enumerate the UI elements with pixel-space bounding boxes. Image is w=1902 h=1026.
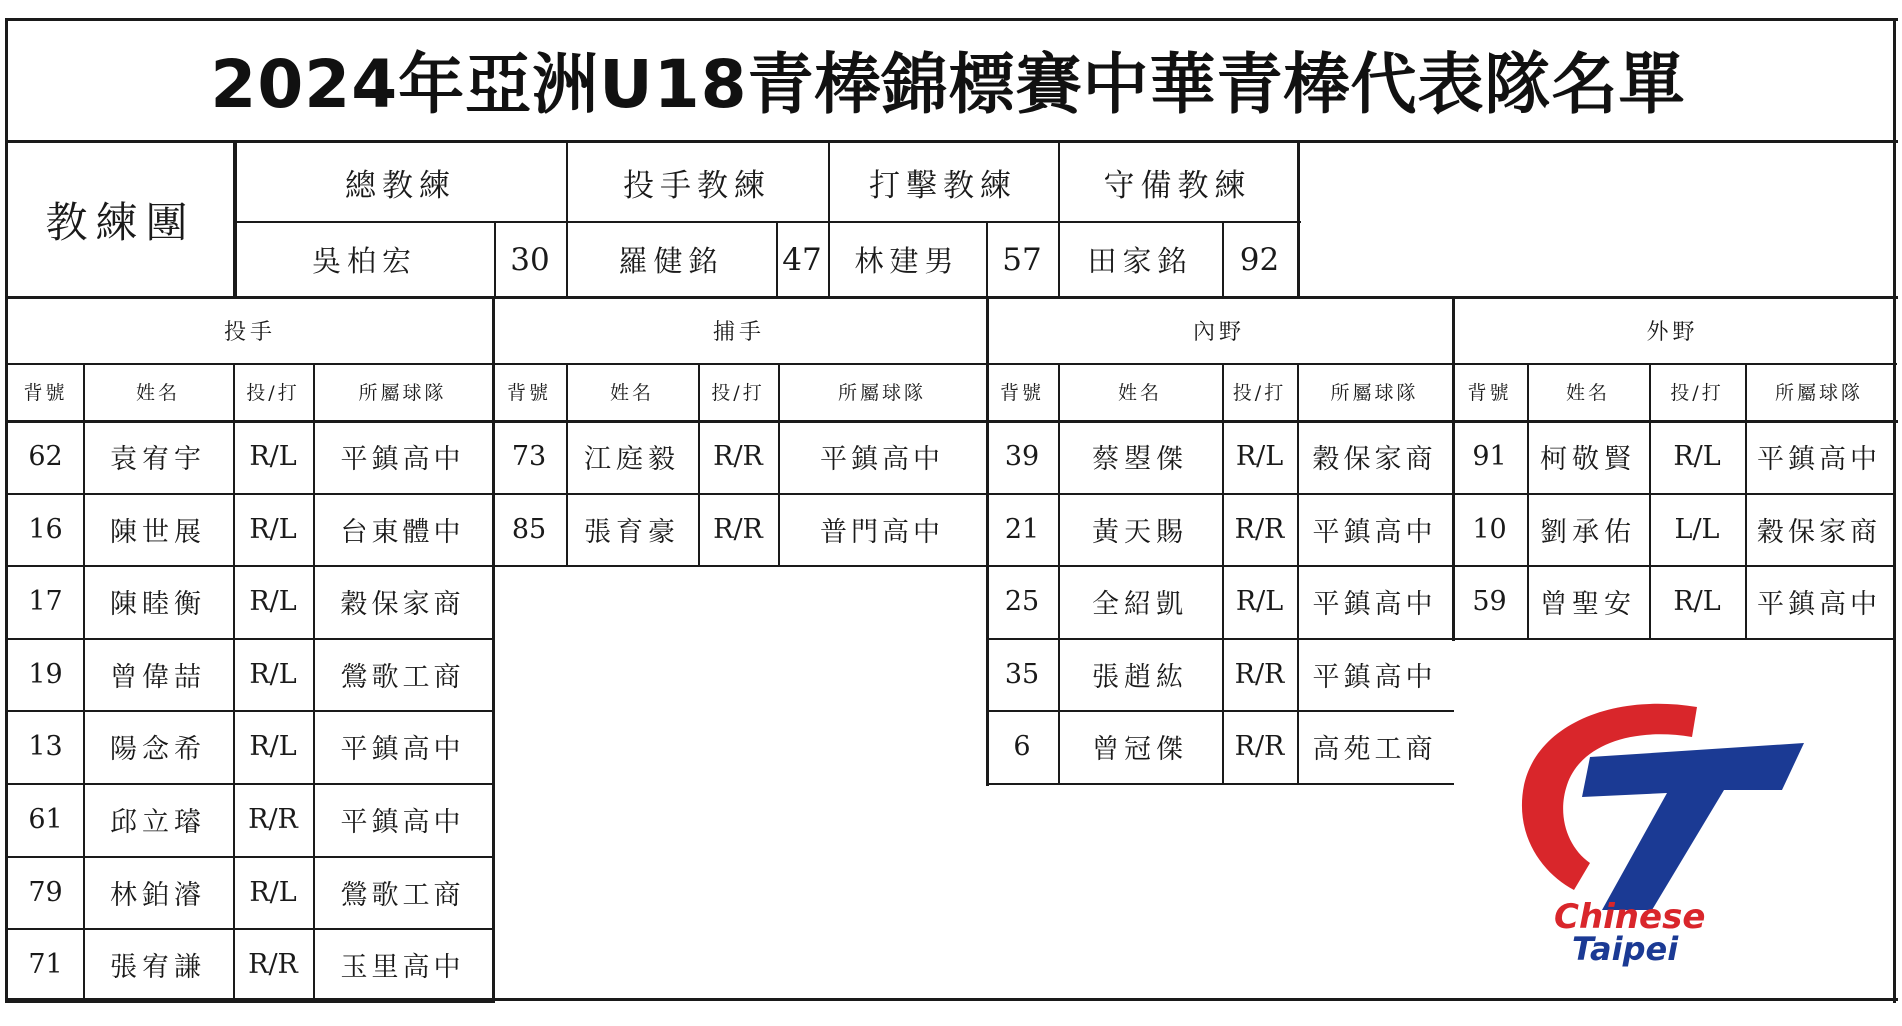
column-header: 背號 [999,382,1044,404]
player-throw-bat: R/L [1235,441,1284,472]
player-team: 平鎮高中 [340,734,465,765]
player-throw-bat: R/R [1234,514,1285,545]
section-label: 外野 [1646,320,1699,345]
column-header: 投/打 [1232,382,1287,404]
player-team: 平鎮高中 [1312,662,1437,693]
player-name: 陳世展 [110,517,206,548]
player-name: 林鉑濬 [110,880,206,911]
grid-line-h [8,1001,494,1003]
player-number: 10 [1472,514,1507,545]
player-name: 曾偉喆 [110,662,206,693]
coach-number: 57 [1002,241,1042,278]
column-header: 所屬球隊 [1774,382,1863,404]
coach-number: 30 [510,241,550,278]
coach-name: 林建男 [854,244,960,278]
player-name: 黃天賜 [1092,517,1188,548]
column-header: 姓名 [135,382,180,404]
player-team: 平鎮高中 [820,444,944,475]
column-header: 所屬球隊 [837,382,926,404]
player-throw-bat: R/L [249,441,297,472]
player-team: 普門高中 [820,517,944,548]
player-team: 鶯歌工商 [340,662,465,693]
player-name: 張育豪 [584,517,680,548]
player-team: 鶯歌工商 [340,880,465,911]
player-team: 平鎮高中 [1312,589,1437,620]
player-throw-bat: R/L [249,659,297,690]
grid-line-v [1893,18,1896,1003]
column-header: 背號 [506,382,551,404]
player-name: 張宥謙 [110,952,206,983]
player-number: 79 [28,877,63,908]
page-title: 2024年亞洲U18青棒錦標賽中華青棒代表隊名單 [210,45,1686,123]
coach-role-label: 總教練 [345,167,456,204]
player-name: 全紹凱 [1092,589,1188,620]
section-label: 捕手 [712,320,765,345]
column-header: 姓名 [609,382,654,404]
column-header: 投/打 [711,382,765,404]
player-throw-bat: L/L [1674,514,1720,545]
player-team: 平鎮高中 [340,807,465,838]
player-team: 穀保家商 [340,589,465,620]
grid-line-h [986,783,1454,785]
player-name: 陽念希 [110,734,206,765]
player-name: 江庭毅 [584,444,680,475]
player-number: 91 [1472,441,1507,472]
player-team: 穀保家商 [1757,517,1881,548]
player-throw-bat: R/R [713,514,763,545]
player-throw-bat: R/R [1234,659,1285,690]
player-team: 平鎮高中 [1757,444,1881,475]
player-number: 6 [1013,731,1031,762]
player-team: 平鎮高中 [340,444,465,475]
player-number: 61 [28,804,63,835]
player-throw-bat: R/L [1673,586,1721,617]
player-throw-bat: R/R [248,804,298,835]
player-name: 蔡曌傑 [1092,444,1188,475]
coach-panel-label: 教練團 [45,197,196,247]
column-header: 姓名 [1117,382,1162,404]
player-team: 玉里高中 [340,952,465,983]
player-throw-bat: R/L [1673,441,1721,472]
coach-number: 47 [782,241,822,278]
logo-text-taipei: Taipei [1572,930,1679,968]
player-number: 17 [28,586,63,617]
section-label: 投手 [223,320,276,345]
player-throw-bat: R/R [1234,731,1285,762]
player-team: 平鎮高中 [1757,589,1881,620]
player-number: 35 [1004,659,1040,690]
section-label: 內野 [1192,320,1245,345]
player-name: 曾冠傑 [1092,734,1188,765]
coach-role-label: 守備教練 [1103,167,1252,204]
column-header: 姓名 [1565,382,1610,404]
player-name: 張趙紘 [1092,662,1188,693]
coach-name: 田家銘 [1087,244,1193,278]
grid-line-v [1297,140,1300,299]
column-header: 投/打 [246,382,300,404]
player-number: 16 [28,514,63,545]
player-team: 平鎮高中 [1312,517,1437,548]
player-number: 71 [28,949,63,980]
player-name: 袁宥宇 [110,444,206,475]
player-throw-bat: R/L [249,586,297,617]
player-number: 21 [1004,514,1040,545]
column-header: 所屬球隊 [358,382,447,404]
player-team: 穀保家商 [1312,444,1437,475]
player-number: 73 [511,441,547,472]
player-throw-bat: R/R [248,949,298,980]
player-number: 59 [1472,586,1507,617]
player-number: 62 [28,441,63,472]
column-header: 背號 [23,382,68,404]
player-team: 高苑工商 [1312,734,1437,765]
coach-name: 吳柏宏 [311,244,417,278]
player-throw-bat: R/L [249,731,297,762]
coach-name: 羅健銘 [618,244,724,278]
player-team: 台東體中 [340,517,465,548]
player-name: 陳睦衡 [110,589,206,620]
player-throw-bat: R/L [249,877,297,908]
player-throw-bat: R/L [249,514,297,545]
player-number: 19 [28,659,63,690]
player-name: 邱立璿 [110,807,206,838]
player-number: 13 [28,731,63,762]
player-name: 曾聖安 [1540,589,1636,620]
column-header: 投/打 [1670,382,1724,404]
player-number: 85 [511,514,547,545]
logo-text-chinese: Chinese [1554,897,1706,937]
coach-role-label: 打擊教練 [869,167,1017,204]
coach-number: 92 [1239,241,1280,278]
column-header: 背號 [1467,382,1512,404]
player-throw-bat: R/L [1235,586,1284,617]
coach-role-label: 投手教練 [623,167,771,204]
logo-t-shape [1582,743,1804,910]
player-number: 39 [1004,441,1040,472]
player-number: 25 [1004,586,1040,617]
player-name: 柯敬賢 [1540,444,1636,475]
player-throw-bat: R/R [713,441,763,472]
column-header: 所屬球隊 [1330,382,1419,404]
chinese-taipei-logo [1462,665,1882,990]
player-name: 劉承佑 [1540,517,1636,548]
grid-line-h [1452,638,1895,640]
